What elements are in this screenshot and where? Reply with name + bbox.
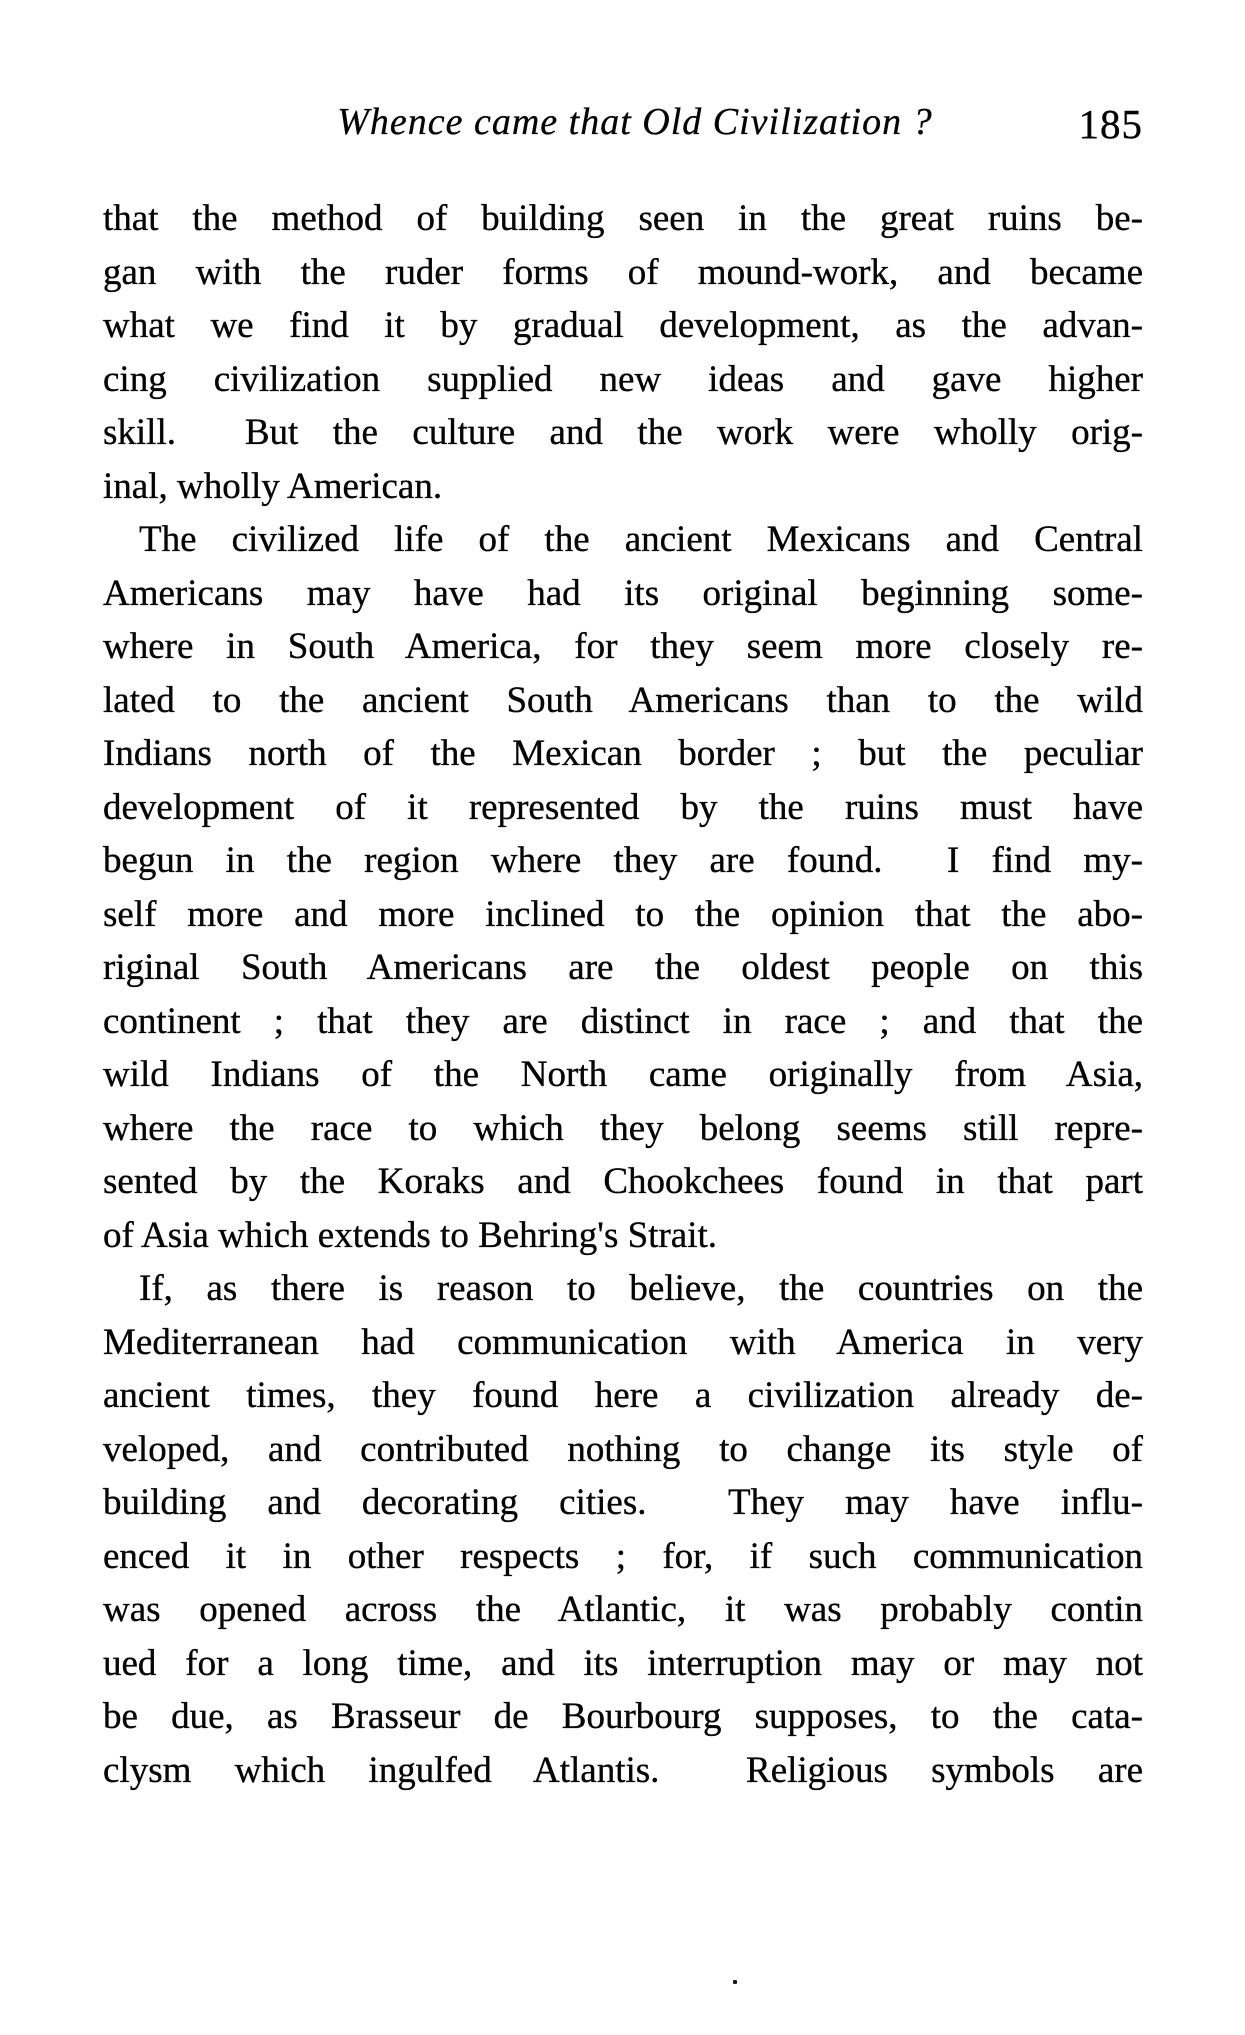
text-line: skill. But the culture and the work were wholly orig- (103, 412, 1143, 453)
text-line: begun in the region where they are found. I find my- (103, 840, 1143, 881)
text-line: wild Indians of the North came originally from Asia, (103, 1054, 1143, 1095)
text-line: continent ; that they are distinct in race ; and that the (103, 1000, 1143, 1042)
text-line: development of it represented by the ruins must have (103, 786, 1143, 828)
text-line: The civilized life of the ancient Mexicans and Central (139, 519, 1143, 560)
page-body (103, 192, 1143, 1797)
paragraph (103, 192, 1143, 513)
text-line: of Asia which extends to Behring's Strait. (103, 1214, 718, 1256)
text-line: gan with the ruder forms of mound-work, and became (103, 251, 1143, 293)
text-line: where in South America, for they seem more closely re- (103, 626, 1143, 667)
text-line: self more and more inclined to the opinion that the abo- (103, 893, 1143, 935)
text-line: building and decorating cities. They may have influ- (103, 1482, 1143, 1523)
ink-speck (733, 1980, 737, 1984)
text-line: Indians north of the Mexican border ; but the peculiar (103, 733, 1143, 774)
text-line: cing civilization supplied new ideas and gave higher (103, 358, 1143, 400)
text-line: ued for a long time, and its interruption may or may not (103, 1642, 1143, 1684)
text-line: clysm which ingulfed Atlantis. Religious symbols are (103, 1749, 1143, 1791)
text-line: Mediterranean had communication with America in very (103, 1321, 1143, 1363)
text-line: where the race to which they belong seems still repre- (103, 1107, 1143, 1149)
page-number: 185 (1078, 101, 1143, 147)
paragraph (103, 1262, 1143, 1797)
text-line: lated to the ancient South Americans than to the wild (103, 679, 1143, 721)
text-line: sented by the Koraks and Chookchees found in that part (103, 1161, 1143, 1202)
text-line: If, as there is reason to believe, the countries on the (139, 1268, 1143, 1309)
running-header (103, 100, 1143, 156)
text-line: ancient times, they found here a civilization already de- (103, 1375, 1143, 1416)
text-line: inal, wholly American. (103, 465, 443, 507)
chapter-title: Whence came that Old Civilization ? (337, 101, 933, 143)
text-line: Americans may have had its original beginning some- (103, 572, 1143, 614)
paragraph (103, 513, 1143, 1262)
text-line: riginal South Americans are the oldest people on this (103, 947, 1143, 988)
text-line: be due, as Brasseur de Bourbourg supposes, to the cata- (103, 1696, 1143, 1737)
text-line: that the method of building seen in the great ruins be- (103, 198, 1143, 239)
text-line: what we find it by gradual development, as the advan- (103, 305, 1143, 346)
text-line: enced it in other respects ; for, if such communication (103, 1535, 1143, 1577)
text-line: veloped, and contributed nothing to change its style of (103, 1428, 1143, 1470)
text-line: was opened across the Atlantic, it was probably contin (103, 1589, 1143, 1630)
